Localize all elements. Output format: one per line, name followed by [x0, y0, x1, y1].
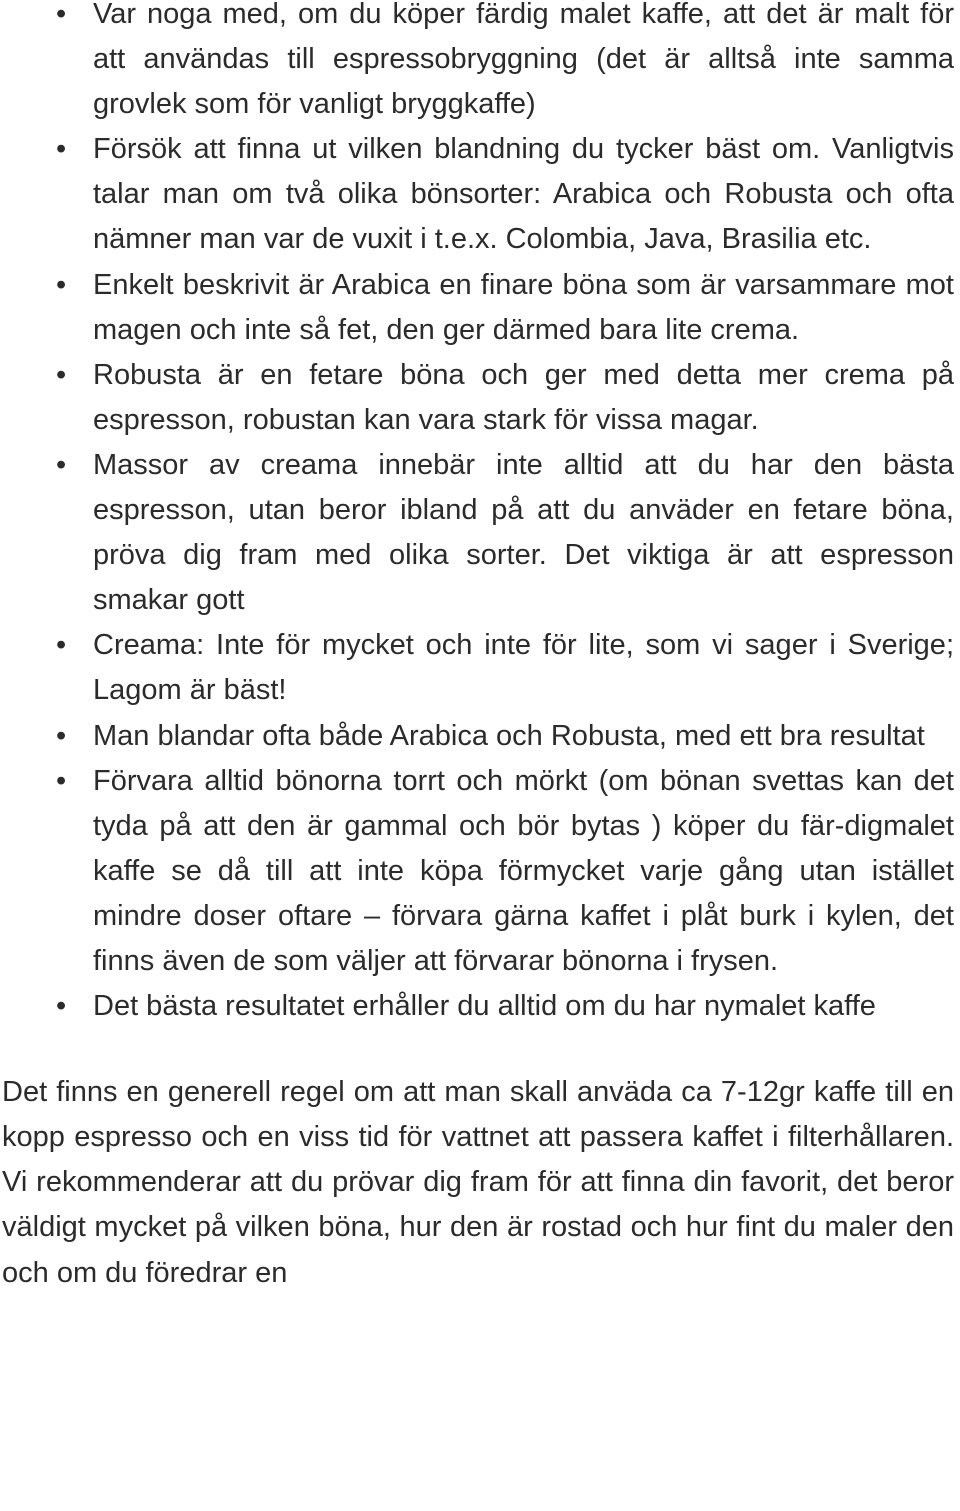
body-paragraph: Det finns en generell regel om att man skall anväda ca 7-12gr kaffe till en kopp espresso och en viss tid för vattnet att passera kaffet i filterhållaren. Vi rekommenderar att du prövar dig fram för att finna din favorit, det beror väldigt mycket på vilken böna, hur den är rostad och hur fint du maler den och om du föredrar en [2, 1076, 954, 1289]
bullet-dot-icon: • [56, 268, 67, 301]
bullet-item [0, 984, 960, 1029]
bullet-text: Creama: Inte för mycket och inte för lite, som vi sager i Sverige; Lagom är bäst! [93, 629, 954, 707]
bullet-dot-icon: • [56, 990, 67, 1023]
bullet-text: Förvara alltid bönorna torrt och mörkt (om bönan svettas kan det tyda på att den är gammal och bör bytas ) köper du fär-digmalet kaffe se då till att inte köpa förmycket varje gång utan istället mindre doser oftare – förvara gärna kaffet i plåt burk i kylen, det finns även de som väljer att förvarar bönorna i frysen. [93, 764, 954, 977]
bullet-item [0, 759, 960, 984]
bullet-dot-icon: • [56, 358, 67, 391]
bullet-item [0, 353, 960, 443]
bullet-text: Det bästa resultatet erhåller du alltid om du har nymalet kaffe [93, 990, 876, 1023]
bullet-item [0, 443, 960, 623]
bullet-dot-icon: • [56, 0, 67, 30]
bullet-text: Man blandar ofta både Arabica och Robusta, med ett bra resultat [93, 719, 925, 752]
bullet-text: Var noga med, om du köper färdig malet kaffe, att det är malt för att användas till espressobryggning (det är alltså inte samma grovlek som för vanligt bryggkaffe) [93, 0, 954, 121]
bullet-item [0, 623, 960, 713]
bullet-dot-icon: • [56, 764, 67, 797]
bullet-text: Robusta är en fetare böna och ger med detta mer crema på espresson, robustan kan vara stark för vissa magar. [93, 358, 954, 436]
bullet-text: Enkelt beskrivit är Arabica en finare böna som är varsammare mot magen och inte så fet, den ger därmed bara lite crema. [93, 268, 954, 346]
bullet-dot-icon: • [56, 629, 67, 662]
bullet-dot-icon: • [56, 448, 67, 481]
bullet-item [0, 263, 960, 353]
bullet-item [0, 127, 960, 262]
bullet-dot-icon: • [56, 719, 67, 752]
bullet-text: Massor av creama innebär inte alltid att du har den bästa espresson, utan beror ibland på att du anväder en fetare böna, pröva dig fram med olika sorter. Det viktiga är att espresson smakar gott [93, 448, 954, 617]
bullet-item [0, 0, 960, 127]
bullet-text: Försök att finna ut vilken blandning du tycker bäst om. Vanligtvis talar man om två olika bönsorter: Arabica och Robusta och ofta nämner man var de vuxit i t.e.x. Colombia, Java, Brasilia etc. [93, 133, 954, 256]
bullet-dot-icon: • [56, 133, 67, 166]
bullet-item [0, 714, 960, 759]
